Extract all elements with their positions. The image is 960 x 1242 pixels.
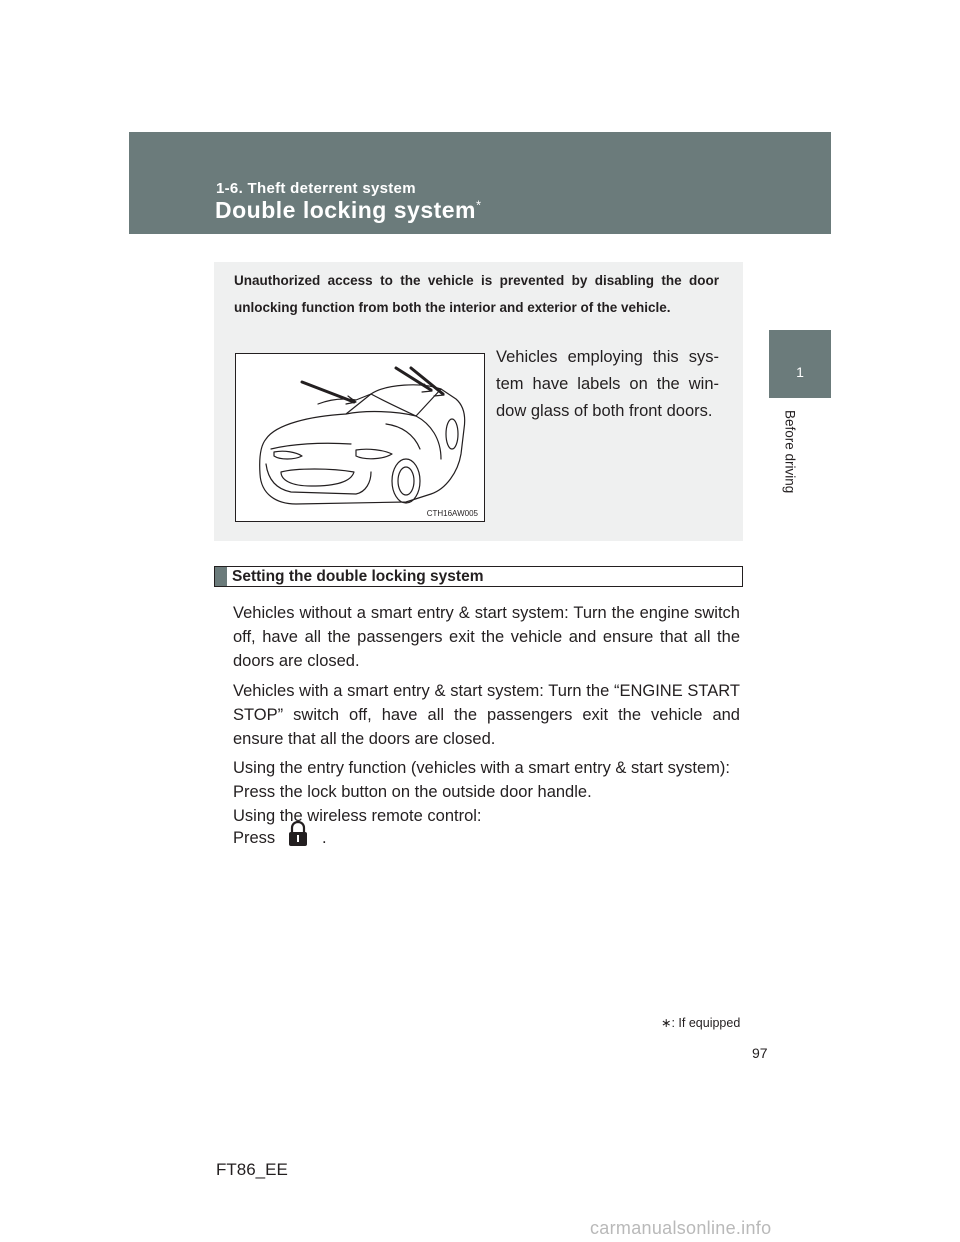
subheading-box [214, 566, 743, 587]
entry-function-text: Using the entry function (vehicles with a smart entry & start system): Press the lock button on the outside door handle. [233, 759, 731, 801]
page-number: 97 [752, 1045, 768, 1061]
document-code: FT86_EE [216, 1160, 288, 1179]
section-label: 1-6. Theft deterrent system [216, 180, 416, 197]
press-period: . [322, 829, 327, 847]
footnote: ∗: If equipped [661, 1016, 741, 1030]
paragraph-smart-entry: Vehicles with a smart entry & start system: Turn the “ENGINE START STOP” switch off, have all the passengers exit the vehicle and ensure that all the doors are closed. [233, 682, 740, 748]
figure-code: CTH16AW005 [426, 509, 478, 518]
paragraph-no-smart-entry: Vehicles without a smart entry & start system: Turn the engine switch off, have all the passengers exit the vehicle and ensure that all the doors are closed. [233, 604, 740, 670]
chapter-label-text: Before driving [782, 410, 798, 494]
watermark: carmanualsonline.info [590, 1218, 772, 1238]
page-title [215, 197, 482, 224]
lock-icon [286, 820, 310, 848]
chapter-tab [769, 330, 831, 398]
subheading-bar [215, 567, 227, 586]
figure-caption: Vehicles employing this sys-tem have labels on the win-dow glass of both front doors. [496, 348, 719, 420]
if-equipped-mark: * [476, 197, 482, 213]
chapter-label [782, 410, 798, 520]
car-figure [235, 353, 485, 522]
page-title-text: Double locking system [215, 197, 477, 223]
paragraph-entry-function [233, 757, 740, 828]
subheading-text: Setting the double locking system [232, 568, 484, 585]
car-illustration [236, 354, 484, 521]
intro-text: Unauthorized access to the vehicle is prevented by disabling the door unlocking function from both the interior and exterior of the vehicle. [234, 273, 719, 315]
chapter-number: 1 [796, 364, 804, 380]
press-text: Press [233, 829, 276, 847]
remote-control-text: Using the wireless remote control: [233, 806, 482, 825]
